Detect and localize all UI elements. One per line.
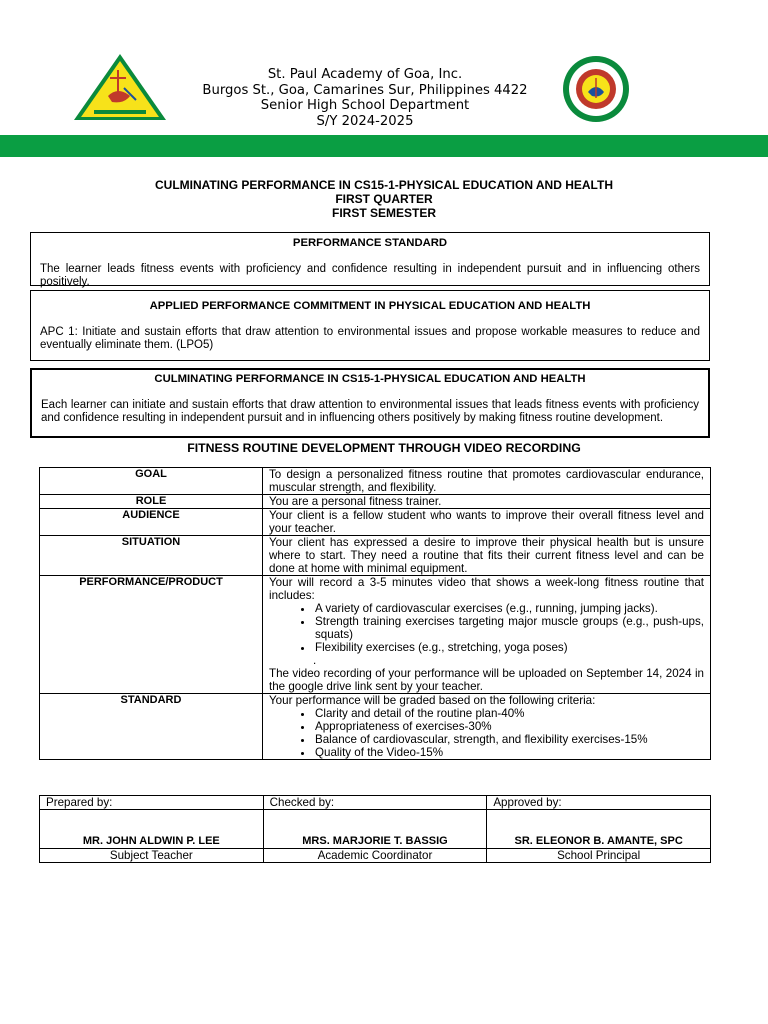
prepared-by-label: Prepared by: xyxy=(40,796,264,810)
title-line-1: CULMINATING PERFORMANCE IN CS15-1-PHYSICAL EDUCATION AND HEALTH xyxy=(154,178,613,192)
culminating-box xyxy=(30,368,710,438)
routine-heading: FITNESS ROUTINE DEVELOPMENT THROUGH VIDEO RECORDING xyxy=(187,441,581,455)
signature-table xyxy=(39,795,711,863)
situation-label: SITUATION xyxy=(40,536,263,576)
school-seal-right xyxy=(556,54,636,124)
header-green-bar xyxy=(0,135,768,157)
list-item: • Flexibility exercises (e.g., stretching, yoga poses) xyxy=(314,641,704,654)
list-item: • Balance of cardiovascular, strength, and flexibility exercises-15% xyxy=(314,733,704,746)
apc-text: APC 1: Initiate and sustain efforts that draw attention to environmental issues and propose workable measures to reduce and eventually eliminate them. (LPO5) xyxy=(40,325,700,351)
grasps-row-role xyxy=(40,495,711,509)
grasps-row-situation xyxy=(40,536,711,576)
title-line-3: FIRST SEMESTER xyxy=(331,206,436,220)
apc-heading: APPLIED PERFORMANCE COMMITMENT IN PHYSICAL EDUCATION AND HEALTH xyxy=(149,300,591,312)
role-text: You are a personal fitness trainer. xyxy=(263,495,711,509)
standard-cell xyxy=(263,694,711,760)
school-header xyxy=(170,67,560,129)
goal-text: To design a personalized fitness routine that promotes cardiovascular endurance, muscular strength, and flexibility. xyxy=(263,468,711,495)
list-item: • Clarity and detail of the routine plan-40% xyxy=(314,707,704,720)
checked-by-name: MRS. MARJORIE T. BASSIG xyxy=(263,810,487,849)
standard-intro: Your performance will be graded based on the following criteria: xyxy=(269,694,596,707)
role-label: ROLE xyxy=(40,495,263,509)
grasps-row-standard xyxy=(40,694,711,760)
product-label: PERFORMANCE/PRODUCT xyxy=(40,576,263,694)
approved-by-position: School Principal xyxy=(487,849,711,863)
school-name: St. Paul Academy of Goa, Inc. xyxy=(267,67,463,82)
grasps-row-audience xyxy=(40,509,711,536)
standard-label: STANDARD xyxy=(40,694,263,760)
apc-box xyxy=(30,290,710,361)
checked-by-position: Academic Coordinator xyxy=(263,849,487,863)
product-intro: Your will record a 3-5 minutes video that shows a week-long fitness routine that includes: xyxy=(269,576,704,602)
grasps-table xyxy=(39,467,711,760)
prepared-by-name: MR. JOHN ALDWIN P. LEE xyxy=(40,810,264,849)
list-item: • Appropriateness of exercises-30% xyxy=(314,720,704,733)
list-item: • Quality of the Video-15% xyxy=(314,746,704,759)
signature-name-row xyxy=(40,810,711,849)
approved-by-label: Approved by: xyxy=(487,796,711,810)
performance-standard-heading: PERFORMANCE STANDARD xyxy=(292,237,448,249)
list-item: • Strength training exercises targeting major muscle groups (e.g., push-ups, squats) xyxy=(314,615,704,641)
grasps-row-goal xyxy=(40,468,711,495)
prepared-by-position: Subject Teacher xyxy=(40,849,264,863)
signature-position-row xyxy=(40,849,711,863)
grasps-row-product xyxy=(40,576,711,694)
department-name: Senior High School Department xyxy=(260,98,470,114)
situation-text: Your client has expressed a desire to improve their physical health but is unsure where to start. They need a routine that fits their current fitness level and can be done at home with minimal equipment. xyxy=(263,536,711,576)
checked-by-label: Checked by: xyxy=(263,796,487,810)
product-cell xyxy=(263,576,711,694)
culminating-heading: CULMINATING PERFORMANCE IN CS15-1-PHYSICAL EDUCATION AND HEALTH xyxy=(154,373,586,385)
standard-list xyxy=(269,707,704,759)
approved-by-name: SR. ELEONOR B. AMANTE, SPC xyxy=(487,810,711,849)
school-logo-left xyxy=(72,52,168,124)
product-dot: . xyxy=(313,654,317,667)
culminating-text: Each learner can initiate and sustain efforts that draw attention to environmental issues that leads fitness events with proficiency and confidence resulting in independent pursuit and in influencing others positively by making fitness routine development. xyxy=(41,398,699,424)
school-year: S/Y 2024-2025 xyxy=(316,113,414,129)
title-line-2: FIRST QUARTER xyxy=(335,192,433,206)
audience-text: Your client is a fellow student who wants to improve their overall fitness level and your teacher. xyxy=(263,509,711,536)
performance-standard-text: The learner leads fitness events with proficiency and confidence resulting in independent pursuit and in influencing others positively. xyxy=(40,262,700,288)
audience-label: AUDIENCE xyxy=(40,509,263,536)
product-list xyxy=(269,602,704,654)
list-item: • A variety of cardiovascular exercises (e.g., running, jumping jacks). xyxy=(314,602,704,615)
school-address: Burgos St., Goa, Camarines Sur, Philippines 4422 xyxy=(202,82,528,98)
signature-label-row xyxy=(40,796,711,810)
product-closing: The video recording of your performance will be uploaded on September 14, 2024 in the google drive link sent by your teacher. xyxy=(269,667,704,693)
performance-standard-box xyxy=(30,232,710,286)
goal-label: GOAL xyxy=(40,468,263,495)
document-title xyxy=(0,178,768,220)
